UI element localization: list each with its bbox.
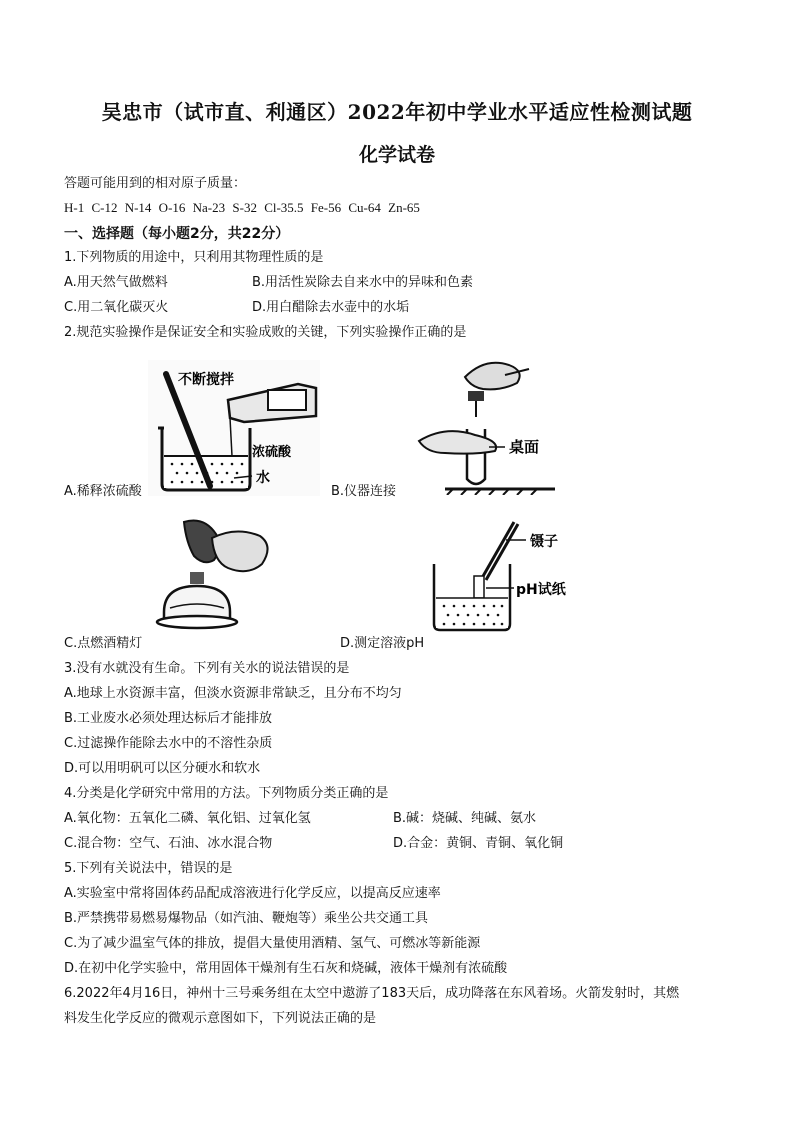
- section-heading: 一、选择题（每小题2分，共22分）: [64, 226, 290, 242]
- page-title: 吴忠市（试市直、利通区）2022年初中学业水平适应性检测试题: [101, 100, 693, 124]
- figure-ph-test: [428, 520, 588, 636]
- q3-option-a: A.地球上水资源丰富，但淡水资源非常缺乏，且分布不均匀: [64, 686, 402, 701]
- q3-option-b: B.工业废水必须处理达标后才能排放: [64, 711, 273, 726]
- figure-dilute-acid: [148, 360, 320, 496]
- atomic-masses: H-1 C-12 N-14 O-16 Na-23 S-32 Cl-35.5 Fe-56 Cu-64 Zn-65: [64, 200, 420, 215]
- q1-option-a: A.用天然气做燃料: [64, 275, 168, 290]
- label-ph-paper: pH试纸: [516, 582, 566, 598]
- label-tweezers: 镊子: [530, 534, 558, 550]
- figure-instrument-connection: [405, 355, 555, 495]
- q3-stem: 3.没有水就没有生命。下列有关水的说法错误的是: [64, 661, 350, 676]
- q4-option-a: A.氧化物：五氧化二磷、氧化铝、过氧化氢: [64, 811, 311, 826]
- q1-option-d: D.用白醋除去水壶中的水垢: [252, 300, 410, 315]
- q5-option-a: A.实验室中常将固体药品配成溶液进行化学反应，以提高反应速率: [64, 886, 441, 901]
- q2-option-c: C.点燃酒精灯: [64, 636, 143, 651]
- q1-option-c: C.用二氧化碳灭火: [64, 300, 169, 315]
- q2-option-b: B.仪器连接: [331, 484, 397, 499]
- q4-stem: 4.分类是化学研究中常用的方法。下列物质分类正确的是: [64, 786, 389, 801]
- q4-option-c: C.混合物：空气、石油、冰水混合物: [64, 836, 273, 851]
- q3-option-c: C.过滤操作能除去水中的不溶性杂质: [64, 736, 273, 751]
- q6-stem-line2: 料发生化学反应的微观示意图如下，下列说法正确的是: [64, 1011, 377, 1026]
- label-stir: 不断搅拌: [178, 372, 234, 388]
- q5-option-c: C.为了减少温室气体的排放，提倡大量使用酒精、氢气、可燃冰等新能源: [64, 936, 481, 951]
- q2-option-d: D.测定溶液pH: [340, 636, 425, 651]
- q2-option-a: A.稀释浓硫酸: [64, 484, 142, 499]
- figure-alcohol-lamp: [144, 516, 276, 636]
- q5-option-d: D.在初中化学实验中，常用固体干燥剂有生石灰和烧碱，液体干燥剂有浓硫酸: [64, 961, 508, 976]
- label-table: 桌面: [509, 438, 540, 456]
- page-subtitle: 化学试卷: [358, 144, 435, 166]
- q5-stem: 5.下列有关说法中，错误的是: [64, 861, 233, 876]
- q2-stem: 2.规范实验操作是保证安全和实验成败的关键，下列实验操作正确的是: [64, 325, 467, 340]
- q4-option-b: B.碱：烧碱、纯碱、氨水: [393, 811, 537, 826]
- q5-option-b: B.严禁携带易燃易爆物品（如汽油、鞭炮等）乘坐公共交通工具: [64, 911, 429, 926]
- label-acid: 浓硫酸: [252, 445, 292, 460]
- q4-option-d: D.合金：黄铜、青铜、氧化铜: [393, 836, 564, 851]
- label-water: 水: [256, 470, 270, 486]
- q1-stem: 1.下列物质的用途中，只利用其物理性质的是: [64, 250, 324, 265]
- q1-option-b: B.用活性炭除去自来水中的异味和色素: [252, 275, 474, 290]
- q3-option-d: D.可以用明矾可以区分硬水和软水: [64, 761, 261, 776]
- intro-line: 答题可能用到的相对原子质量：: [64, 176, 247, 191]
- q6-stem-line1: 6.2022年4月16日，神州十三号乘务组在太空中遨游了183天后，成功降落在东风着场。火箭发射时，其燃: [64, 986, 680, 1001]
